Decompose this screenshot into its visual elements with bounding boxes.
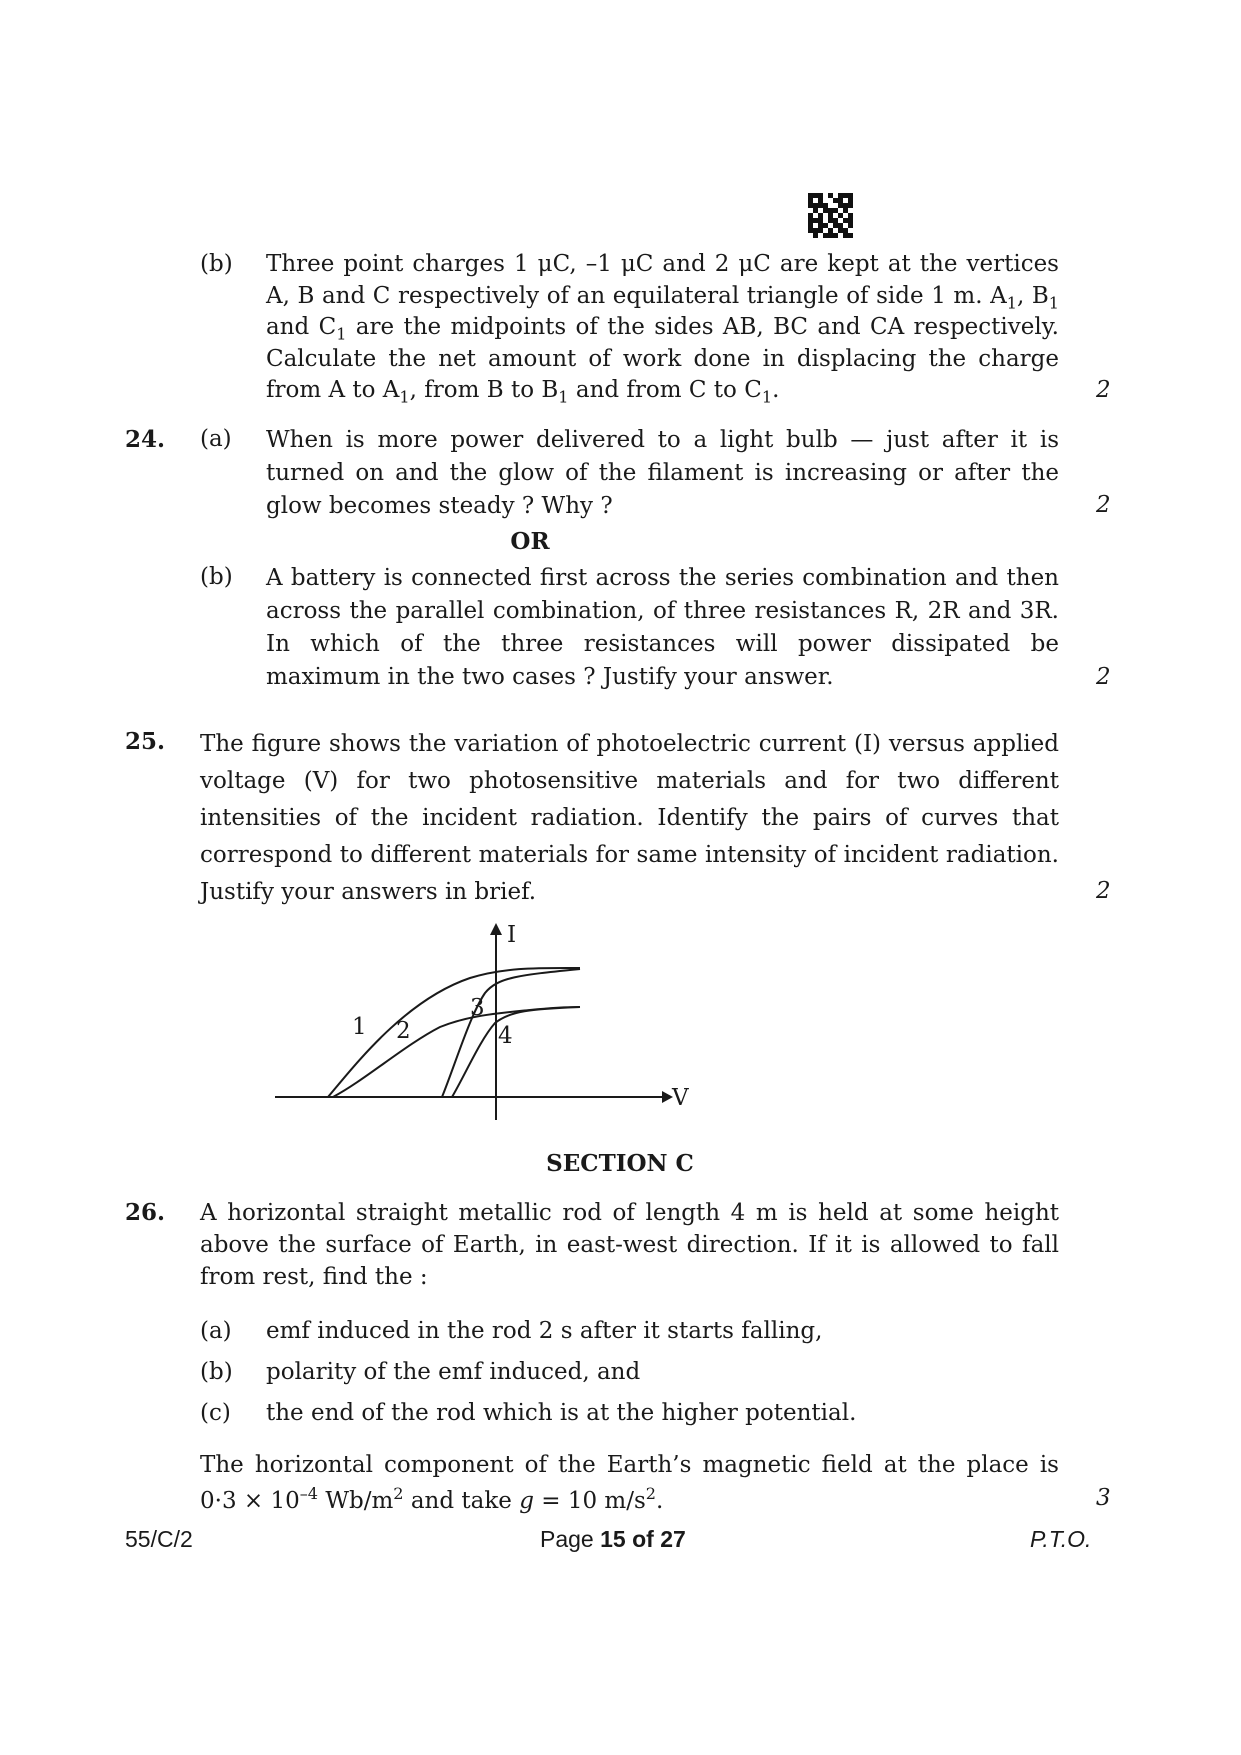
q25-number: 25. — [125, 728, 166, 755]
page-indicator: Page 15 of 27 — [540, 1526, 686, 1552]
qr-code — [808, 193, 853, 238]
curve-label-1: 1 — [352, 1014, 367, 1040]
curve-label-4: 4 — [498, 1023, 513, 1049]
q23b-label: (b) — [200, 251, 233, 277]
q25-text: The figure shows the variation of photoelectric current (I) versus applied voltage (V) for two photosensitive materials and for two different intensities of the incident radiation. Identify the pairs of curves that correspond to different materials for same intensity of incident radiation. Justify your answers in brief. — [200, 731, 1059, 905]
q26-note: The horizontal component of the Earth’s magnetic field at the place is $0\cdot 3 \times 10^{-4}$ $Wb/m^2$ and take g = 10 $m/s^2$. — [200, 1452, 1059, 1514]
curve-label-2: 2 — [396, 1018, 411, 1044]
q26a-label: (a) — [200, 1318, 232, 1344]
x-axis-label: V — [672, 1085, 689, 1111]
q24-number: 24. — [125, 426, 166, 453]
photoelectric-iv-graph — [270, 915, 710, 1130]
q25-marks: 2 — [1096, 878, 1111, 904]
q24b-marks: 2 — [1096, 664, 1111, 690]
q26a-text: emf induced in the rod 2 s after it starts falling, — [266, 1318, 823, 1344]
y-axis-arrowhead — [490, 923, 502, 935]
curve-2 — [333, 1007, 580, 1097]
q26c-text: the end of the rod which is at the higher potential. — [266, 1400, 857, 1426]
q26b-label: (b) — [200, 1359, 233, 1385]
y-axis-label: I — [507, 922, 517, 948]
q24b-label: (b) — [200, 564, 233, 590]
or-separator: OR — [510, 528, 550, 555]
q26-number: 26. — [125, 1199, 166, 1226]
q26-marks: 3 — [1096, 1485, 1111, 1511]
q24b-text: A battery is connected first across the series combination and then across the parallel combination, of three resistances R, 2R and 3R. In which of the three resistances will power dissipated be maximum in the two cases ? Justify your answer. — [266, 565, 1059, 690]
q26c-label: (c) — [200, 1400, 231, 1426]
section-heading: SECTION C — [546, 1150, 694, 1177]
q24a-text: When is more power delivered to a light bulb — just after it is turned on and the glow of the filament is increasing or after the glow becomes steady ? Why ? — [266, 427, 1059, 519]
q23b-text: Three point charges 1 μC, –1 μC and 2 μC are kept at the vertices A, B and C respectively of an equilateral triangle of side 1 m. $A_1$, $B_1$ and $C_1$ are the midpoints of the sides AB, BC and CA respectively. Calculate the net amount of work done in displacing the charge from A to $A_1$, from B to $B_1$ and from C to $C_1$. — [266, 251, 1059, 407]
curve-label-3: 3 — [470, 995, 485, 1021]
q26-text: A horizontal straight metallic rod of length 4 m is held at some height above the surface of Earth, in east-west direction. If it is allowed to fall from rest, find the : — [200, 1200, 1059, 1290]
q23b-marks: 2 — [1096, 377, 1111, 403]
q26b-text: polarity of the emf induced, and — [266, 1359, 641, 1385]
pto-text: P.T.O. — [1030, 1526, 1092, 1552]
q24a-marks: 2 — [1096, 492, 1111, 518]
q24a-label: (a) — [200, 426, 232, 452]
paper-code: 55/C/2 — [125, 1526, 193, 1552]
